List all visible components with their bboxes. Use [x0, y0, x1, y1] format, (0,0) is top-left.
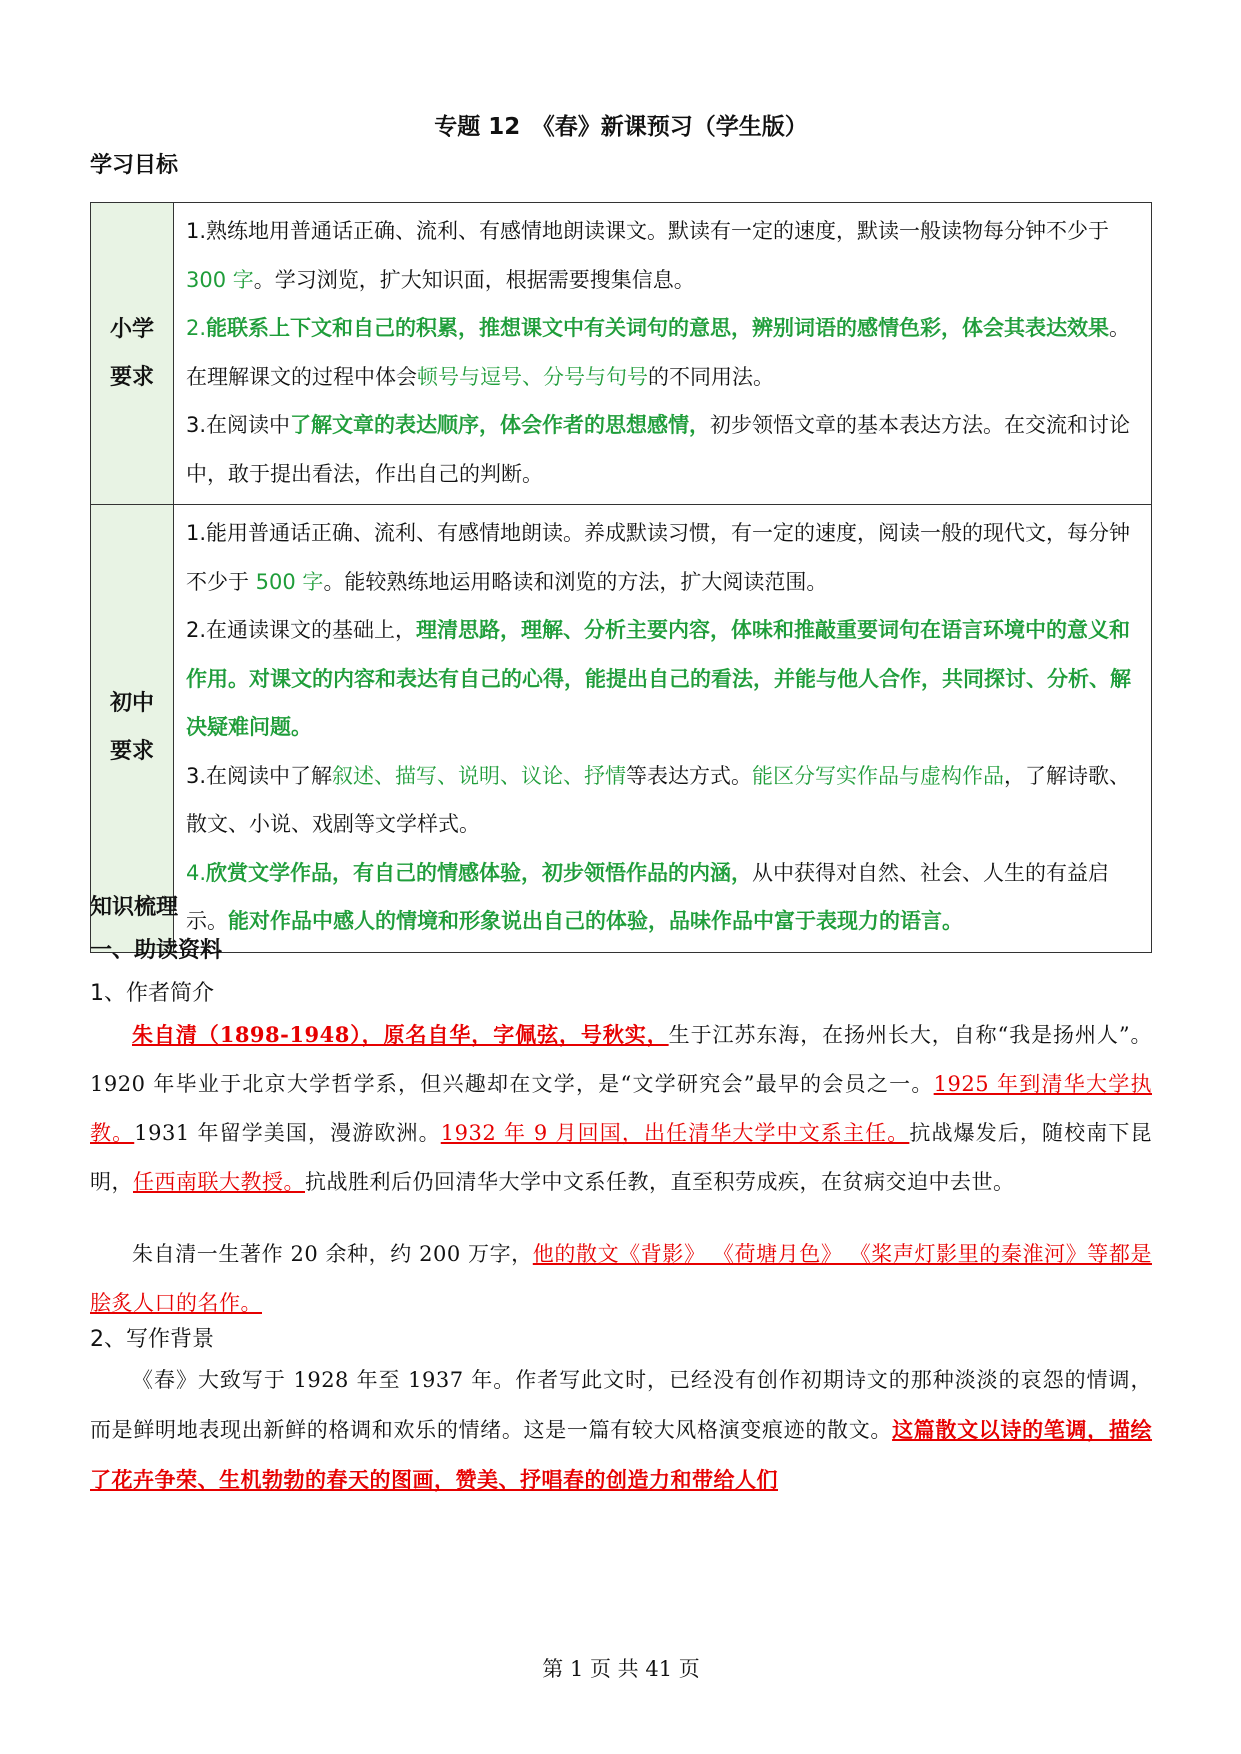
junior-requirements	[174, 505, 1152, 953]
section-heading-goals: 学习目标	[90, 153, 179, 178]
table-row-junior	[91, 505, 1152, 953]
junior-item-2: 2.在通读课文的基础上，理清思路，理解、分析主要内容，体味和推敲重要词句在语言环境中的意义和作用。对课文的内容和表达有自己的心得，能提出自己的看法，并能与他人合作，共同探讨、分析、解决疑难问题。	[186, 618, 1131, 739]
primary-item-1: 1.熟练地用普通话正确、流利、有感情地朗读课文。默读有一定的速度，默读一般读物每分钟不少于 300 字。学习浏览，扩大知识面，根据需要搜集信息。	[186, 219, 1110, 292]
primary-item-3: 3.在阅读中了解文章的表达顺序，体会作者的思想感情，初步领悟文章的基本表达方法。在交流和讨论中，敢于提出看法，作出自己的判断。	[186, 413, 1131, 486]
page-title: 专题 12 《春》新课预习（学生版）	[434, 114, 808, 140]
primary-requirements	[174, 203, 1152, 505]
section-heading-reading: 一、助读资料	[90, 938, 223, 963]
background-paragraph: 《春》大致写于 1928 年至 1937 年。作者写此文时，已经没有创作初期诗文的那种淡淡的哀怨的情调，而是鲜明地表现出新鲜的格调和欢乐的情绪。这是一篇有较大风格演变痕迹的散文。这篇散文以诗的笔调，描绘了花卉争荣、生机勃勃的春天的图画，赞美、抒唱春的创造力和带给人们	[90, 1368, 1153, 1492]
junior-item-4: 4.欣赏文学作品，有自己的情感体验，初步领悟作品的内涵，从中获得对自然、社会、人生的有益启示。能对作品中感人的情境和形象说出自己的体验，品味作品中富于表现力的语言。	[186, 860, 1110, 933]
learning-goals-table	[90, 202, 1152, 953]
row-label-primary: 小学 要求	[91, 203, 174, 505]
junior-item-3: 3.在阅读中了解叙述、描写、说明、议论、抒情等表达方式。能区分写实作品与虚构作品，了解诗歌、散文、小说、戏剧等文学样式。	[186, 763, 1131, 836]
subheading-author: 1、作者简介	[90, 981, 214, 1006]
section-heading-knowledge: 知识梳理	[90, 895, 179, 920]
subheading-background: 2、写作背景	[90, 1327, 214, 1352]
author-paragraph-2: 朱自清一生著作 20 余种，约 200 万字，他的散文《背影》 《荷塘月色》 《桨声灯影里的秦淮河》等都是脍炙人口的名作。	[90, 1242, 1152, 1315]
primary-item-2: 2.能联系上下文和自己的积累，推想课文中有关词句的意思，辨别词语的感情色彩，体会其表达效果。在理解课文的过程中体会顿号与逗号、分号与句号的不同用法。	[186, 316, 1131, 389]
junior-item-1: 1.能用普通话正确、流利、有感情地朗读。养成默读习惯，有一定的速度，阅读一般的现代文，每分钟不少于 500 字。能较熟练地运用略读和浏览的方法，扩大阅读范围。	[186, 521, 1131, 594]
author-paragraph-1: 朱自清（1898-1948），原名自华，字佩弦，号秋实，生于江苏东海，在扬州长大，自称“我是扬州人”。1920 年毕业于北京大学哲学系，但兴趣却在文学，是“文学研究会”最早的会员之一。1925 年到清华大学执教。1931 年留学美国，漫游欧洲。1932 年 9 月回国，出任清华大学中文系主任。抗战爆发后，随校南下昆明，任西南联大教授。抗战胜利后仍回清华大学中文系任教，直至积劳成疾，在贫病交迫中去世。	[90, 1022, 1153, 1194]
table-row-primary	[91, 203, 1152, 505]
row-label-junior: 初中 要求	[91, 505, 174, 953]
page-footer: 第 1 页 共 41 页	[542, 1657, 700, 1681]
